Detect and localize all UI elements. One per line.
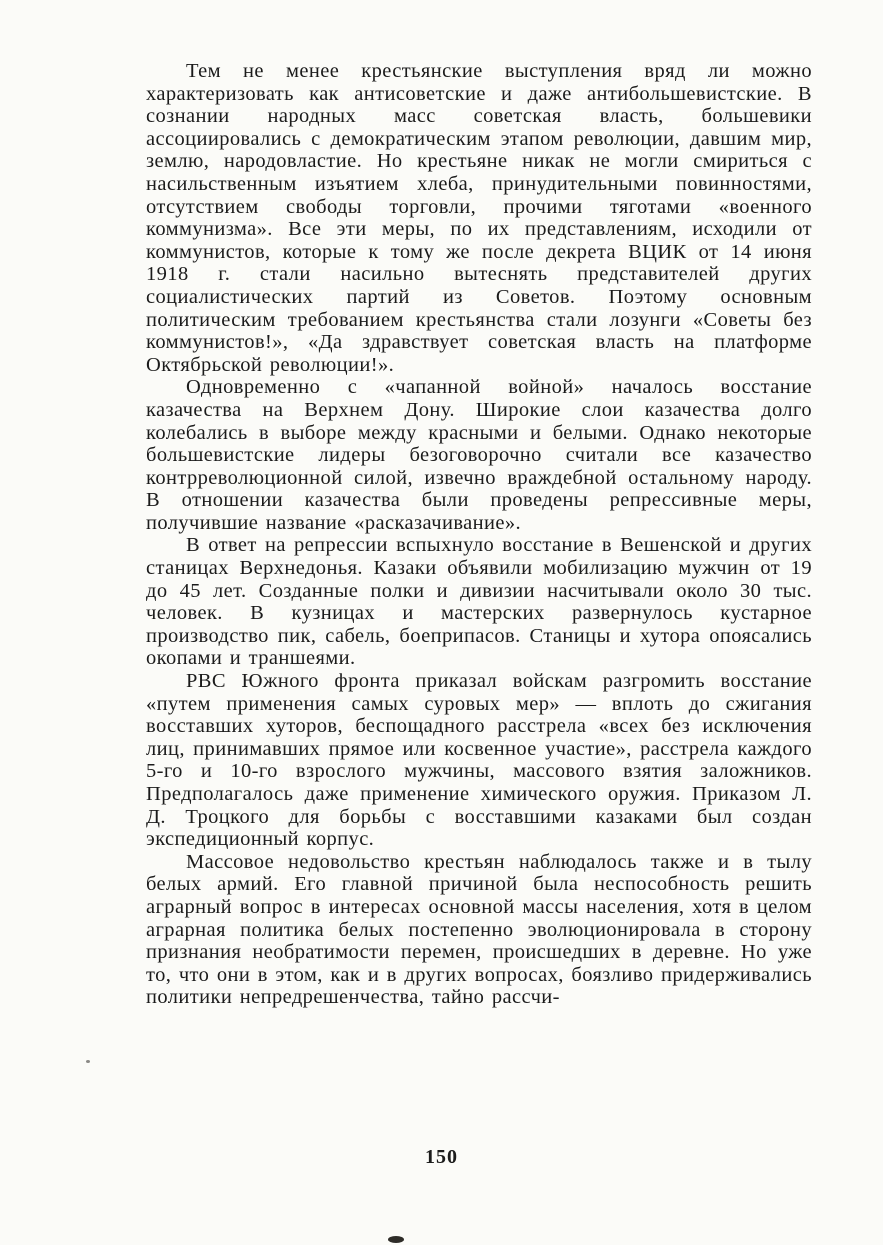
paragraph-5: Массовое недовольство крестьян наблюдалось также и в тылу белых армий. Его главной причиной была неспособность решить аграрный вопрос в интересах основной массы населения, хотя в целом аграрная политика белых постепенно эволюционировала в сторону признания необратимости перемен, происшедших в деревне. Но уже то, что они в этом, как и в других вопросах, боязливо придерживались политики непредрешенчества, тайно рассчи- xyxy=(146,850,812,1009)
scan-artifact xyxy=(388,1236,404,1243)
scan-artifact xyxy=(86,1060,90,1063)
paragraph-1: Тем не менее крестьянские выступления вряд ли можно характеризовать как антисоветские и даже антибольшевистские. В сознании народных масс советская власть, большевики ассоциировались с демократическим этапом революции, давшим мир, землю, народовластие. Но крестьяне никак не могли смириться с насильственным изъятием хлеба, принудительными повинностями, отсутствием свободы торговли, прочими тяготами «военного коммунизма». Все эти меры, по их представлениям, исходили от коммунистов, которые к тому же после декрета ВЦИК от 14 июня 1918 г. стали насильно вытеснять представителей других социалистических партий из Советов. Поэтому основным политическим требованием крестьянства стали лозунги «Советы без коммунистов!», «Да здравствует советская власть на платформе Октябрьской революции!». xyxy=(146,60,812,376)
page-number: 150 xyxy=(425,1146,458,1168)
page-text-block xyxy=(146,60,812,1142)
paragraph-3: В ответ на репрессии вспыхнуло восстание в Вешенской и других станицах Верхнедонья. Казаки объявили мобилизацию мужчин от 19 до 45 лет. Созданные полки и дивизии насчитывали около 30 тыс. человек. В кузницах и мастерских развернулось кустарное производство пик, сабель, боеприпасов. Станицы и хутора опоясались окопами и траншеями. xyxy=(146,534,812,670)
paragraph-4: РВС Южного фронта приказал войскам разгромить восстание «путем применения самых суровых мер» — вплоть до сжигания восставших хуторов, беспощадного расстрела «всех без исключения лиц, принимавших прямое или косвенное участие», расстрела каждого 5-го и 10-го взрослого мужчины, массового взятия заложников. Предполагалось даже применение химического оружия. Приказом Л. Д. Троцкого для борьбы с восставшими казаками был создан экспедиционный корпус. xyxy=(146,670,812,851)
paragraph-2: Одновременно с «чапанной войной» началось восстание казачества на Верхнем Дону. Широкие слои казачества долго колебались в выборе между красными и белыми. Однако некоторые большевистские лидеры безоговорочно считали все казачество контрреволюционной силой, извечно враждебной остальному народу. В отношении казачества были проведены репрессивные меры, получившие название «расказачивание». xyxy=(146,376,812,534)
